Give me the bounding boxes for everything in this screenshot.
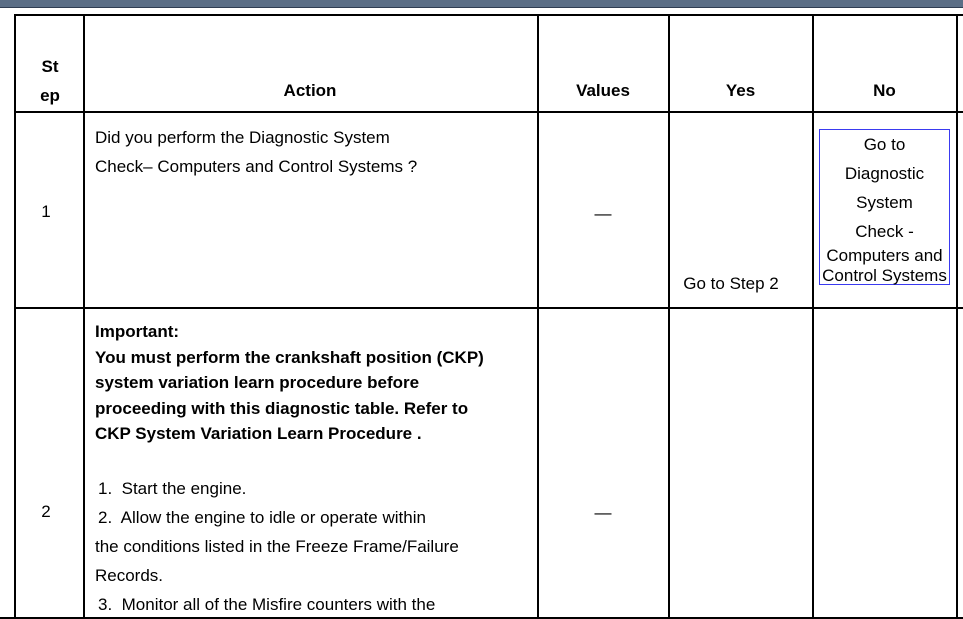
row1-no-link-diagnostic-system-check[interactable] <box>819 129 950 285</box>
row2-step-line-2: 2. Allow the engine to idle or operate within <box>98 508 426 527</box>
row1-step: 1 <box>41 202 51 221</box>
row2-important-line-4: CKP System Variation Learn Procedure . <box>95 424 422 443</box>
no-link-line-6: Control Systems <box>822 266 947 285</box>
row1-yes-goto-step2[interactable]: Go to Step 2 <box>683 274 779 293</box>
row2-step-line-4: Records. <box>95 566 164 585</box>
col-divider-5 <box>956 16 958 619</box>
row2-step-line-1: 1. Start the engine. <box>98 479 247 498</box>
row2-important-line-2: system variation learn procedure before <box>95 373 420 392</box>
row1-action-line-1: Did you perform the Diagnostic System <box>95 128 390 147</box>
row2-steps <box>95 474 535 619</box>
no-link-line-3: System <box>856 193 913 212</box>
header-step <box>18 52 82 110</box>
row-divider-1 <box>16 307 963 309</box>
col-divider-4 <box>812 16 814 619</box>
row2-step-line-3: the conditions listed in the Freeze Frame/Failure <box>95 537 459 556</box>
header-step-line-2: ep <box>40 86 60 105</box>
header-action: Action <box>283 81 337 100</box>
no-link-line-2: Diagnostic <box>844 164 925 183</box>
row2-values: — <box>594 503 612 522</box>
row2-action <box>95 319 535 447</box>
row2-step-line-5: 3. Monitor all of the Misfire counters with the <box>98 595 436 614</box>
no-link-line-4: Check - <box>855 222 914 241</box>
row1-values: — <box>594 204 612 223</box>
header-yes: Yes <box>725 81 756 100</box>
row2-step: 2 <box>41 502 51 521</box>
header-step-line-1: St <box>41 57 59 76</box>
header-no: No <box>873 81 896 100</box>
no-link-line-5: Computers and <box>826 246 943 265</box>
row2-important-line-3: proceeding with this diagnostic table. Refer to <box>95 398 469 418</box>
col-divider-1 <box>83 16 85 619</box>
row2-important-label: Important: <box>95 322 180 341</box>
row1-action-line-2: Check– Computers and Control Systems ? <box>95 157 418 176</box>
header-divider <box>16 111 963 113</box>
row2-important-line-1: You must perform the crankshaft position (CKP) <box>95 347 484 367</box>
row1-action <box>95 123 535 181</box>
window-top-bar <box>0 0 963 8</box>
col-divider-3 <box>668 16 670 619</box>
header-values: Values <box>576 81 630 100</box>
no-link-line-1: Go to <box>863 135 906 154</box>
diagnostic-table <box>14 14 963 619</box>
col-divider-2 <box>537 16 539 619</box>
